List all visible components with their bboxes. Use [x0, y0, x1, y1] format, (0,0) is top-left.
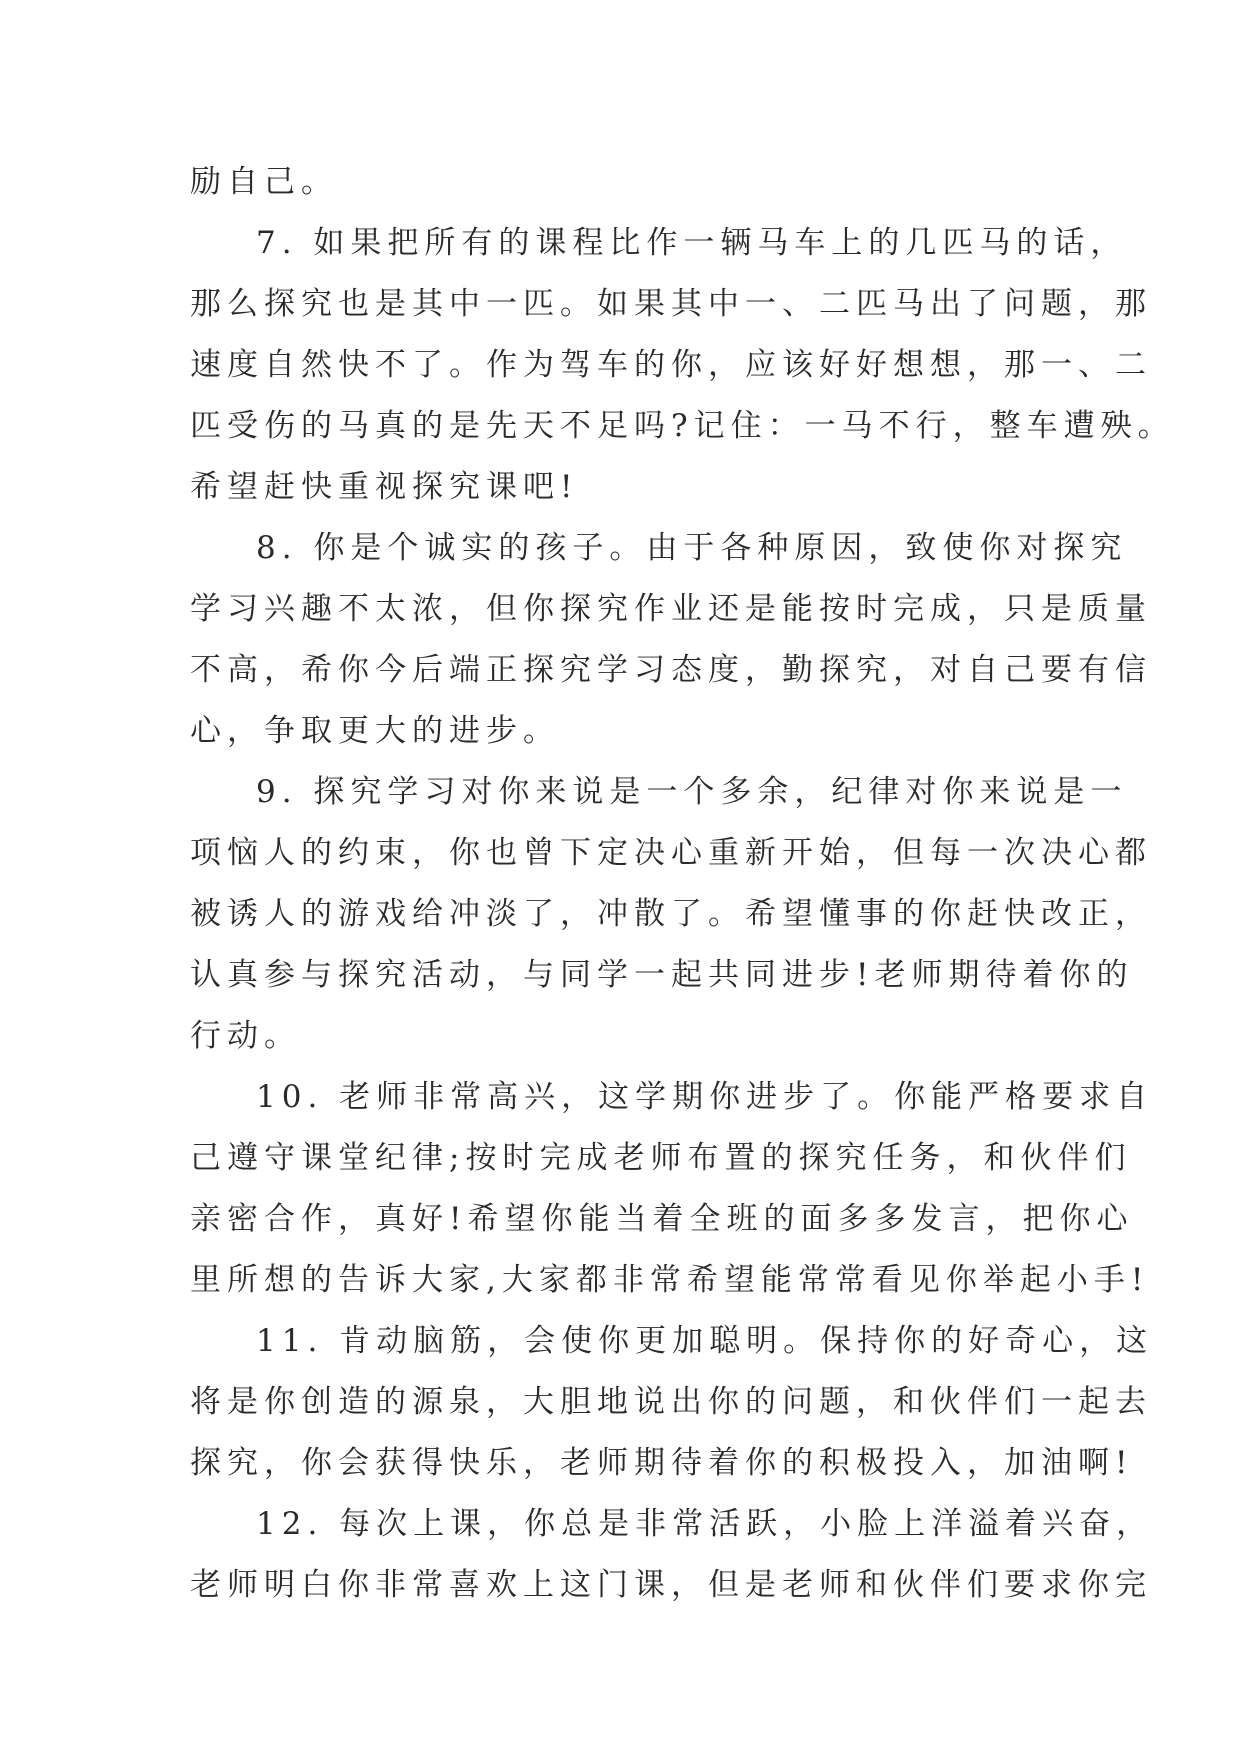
text-line: 心，争取更大的进步。 [190, 713, 560, 749]
paragraph-9-start: 9. 探究学习对你来说是一个多余，纪律对你来说是一 [256, 774, 1128, 810]
text-line: 认真参与探究活动，与同学一起共同进步!老师期待着你的 [190, 957, 1134, 993]
text-line: 学习兴趣不太浓，但你探究作业还是能按时完成，只是质量 [190, 591, 1152, 627]
text-line: 里所想的告诉大家,大家都非常希望能常常看见你举起小手! [190, 1262, 1150, 1298]
text-line: 亲密合作，真好!希望你能当着全班的面多多发言，把你心 [190, 1201, 1134, 1237]
text-line: 希望赶快重视探究课吧! [190, 469, 579, 505]
text-line: 速度自然快不了。作为驾车的你，应该好好想想，那一、二 [190, 347, 1152, 383]
text-line: 老师明白你非常喜欢上这门课，但是老师和伙伴们要求你完 [190, 1567, 1152, 1603]
paragraph-10-start: 10. 老师非常高兴，这学期你进步了。你能严格要求自 [256, 1079, 1154, 1115]
text-line: 项恼人的约束，你也曾下定决心重新开始，但每一次决心都 [190, 835, 1152, 871]
text-line: 那么探究也是其中一匹。如果其中一、二匹马出了问题，那 [190, 286, 1152, 322]
paragraph-11-start: 11. 肯动脑筋，会使你更加聪明。保持你的好奇心，这 [256, 1323, 1154, 1359]
text-line: 匹受伤的马真的是先天不足吗?记住：一马不行，整车遭殃。 [190, 408, 1175, 444]
text-line: 探究，你会获得快乐，老师期待着你的积极投入，加油啊! [190, 1445, 1134, 1481]
text-line: 己遵守课堂纪律;按时完成老师布置的探究任务，和伙伴们 [190, 1140, 1132, 1176]
text-line: 励自己。 [190, 164, 338, 200]
text-line: 不高，希你今后端正探究学习态度，勤探究，对自己要有信 [190, 652, 1152, 688]
text-line: 将是你创造的源泉，大胆地说出你的问题，和伙伴们一起去 [190, 1384, 1152, 1420]
paragraph-7-start: 7. 如果把所有的课程比作一辆马车上的几匹马的话， [256, 225, 1128, 261]
text-line: 被诱人的游戏给冲淡了，冲散了。希望懂事的你赶快改正， [190, 896, 1152, 932]
paragraph-8-start: 8. 你是个诚实的孩子。由于各种原因，致使你对探究 [256, 530, 1128, 566]
text-line: 行动。 [190, 1018, 301, 1054]
paragraph-12-start: 12. 每次上课，你总是非常活跃，小脸上洋溢着兴奋， [256, 1506, 1154, 1542]
